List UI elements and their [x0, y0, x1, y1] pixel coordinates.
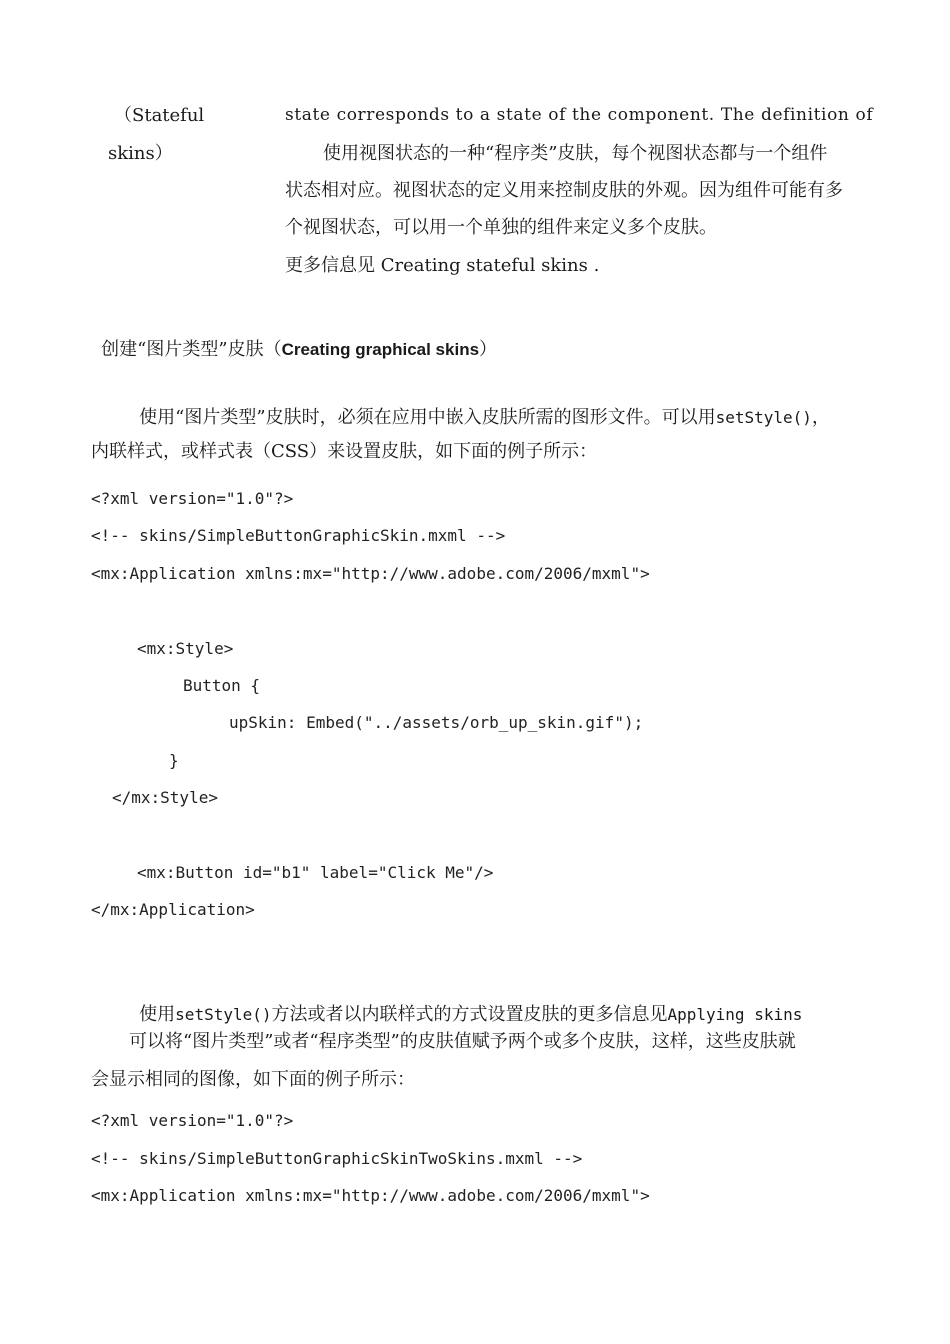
- code2-line: <mx:Application xmlns:mx="http://www.adobe.com/2006/mxml">: [91, 1186, 650, 1205]
- code1-line: <!-- skins/SimpleButtonGraphicSkin.mxml -->: [91, 526, 506, 545]
- para1-line1-post: ，: [811, 407, 830, 428]
- table-more-info: 更多信息见 Creating stateful skins .: [285, 255, 600, 276]
- table-zh-line1: 使用视图状态的一种“程序类”皮肤，每个视图状态都与一个组件: [323, 143, 828, 164]
- para2-link: Applying skins: [667, 1005, 803, 1024]
- code1-line: Button {: [183, 676, 261, 695]
- code1-line: upSkin: Embed("../assets/orb_up_skin.gif");: [229, 713, 644, 732]
- para3-line1: 可以将“图片类型”或者“程序类型”的皮肤值赋予两个或多个皮肤，这样，这些皮肤就: [129, 1031, 796, 1052]
- table-label-line2: skins）: [108, 143, 173, 164]
- code1-line: <mx:Style>: [137, 639, 234, 658]
- code1-line: </mx:Application>: [91, 900, 255, 919]
- section-heading-zh: 创建“图片类型”皮肤（: [101, 339, 282, 360]
- para3-line2: 会显示相同的图像，如下面的例子所示：: [91, 1069, 415, 1090]
- para1-line2: 内联样式，或样式表（CSS）来设置皮肤，如下面的例子所示：: [91, 441, 598, 462]
- section-heading: [91, 325, 497, 359]
- section-heading-en: Creating graphical skins: [281, 340, 480, 359]
- code1-line: }: [169, 751, 179, 770]
- para2-post: 方法或者以内联样式的方式设置皮肤的更多信息见: [271, 1004, 668, 1025]
- para2-pre: 使用: [139, 1004, 176, 1025]
- code1-line: <mx:Button id="b1" label="Click Me"/>: [137, 863, 494, 882]
- para1-line1-text: 使用“图片类型”皮肤时，必须在应用中嵌入皮肤所需的图形文件。可以用: [139, 407, 716, 428]
- table-zh-line3: 个视图状态，可以用一个单独的组件来定义多个皮肤。: [285, 217, 717, 238]
- code1-line: </mx:Style>: [112, 788, 218, 807]
- para2-code: setStyle(): [175, 1005, 272, 1024]
- para1-line1: [129, 393, 830, 427]
- code2-line: <?xml version="1.0"?>: [91, 1111, 294, 1130]
- table-zh-line2: 状态相对应。视图状态的定义用来控制皮肤的外观。因为组件可能有多: [285, 180, 843, 201]
- code1-line: <mx:Application xmlns:mx="http://www.adobe.com/2006/mxml">: [91, 564, 650, 583]
- para2: [129, 990, 802, 1024]
- code2-line: <!-- skins/SimpleButtonGraphicSkinTwoSkins.mxml -->: [91, 1149, 583, 1168]
- para1-line1-code: setStyle(): [715, 408, 812, 427]
- table-label-line1: （Stateful: [114, 105, 205, 126]
- section-heading-close: ）: [479, 339, 498, 360]
- code1-line: <?xml version="1.0"?>: [91, 489, 294, 508]
- table-english-line: state corresponds to a state of the component. The definition of: [285, 105, 874, 125]
